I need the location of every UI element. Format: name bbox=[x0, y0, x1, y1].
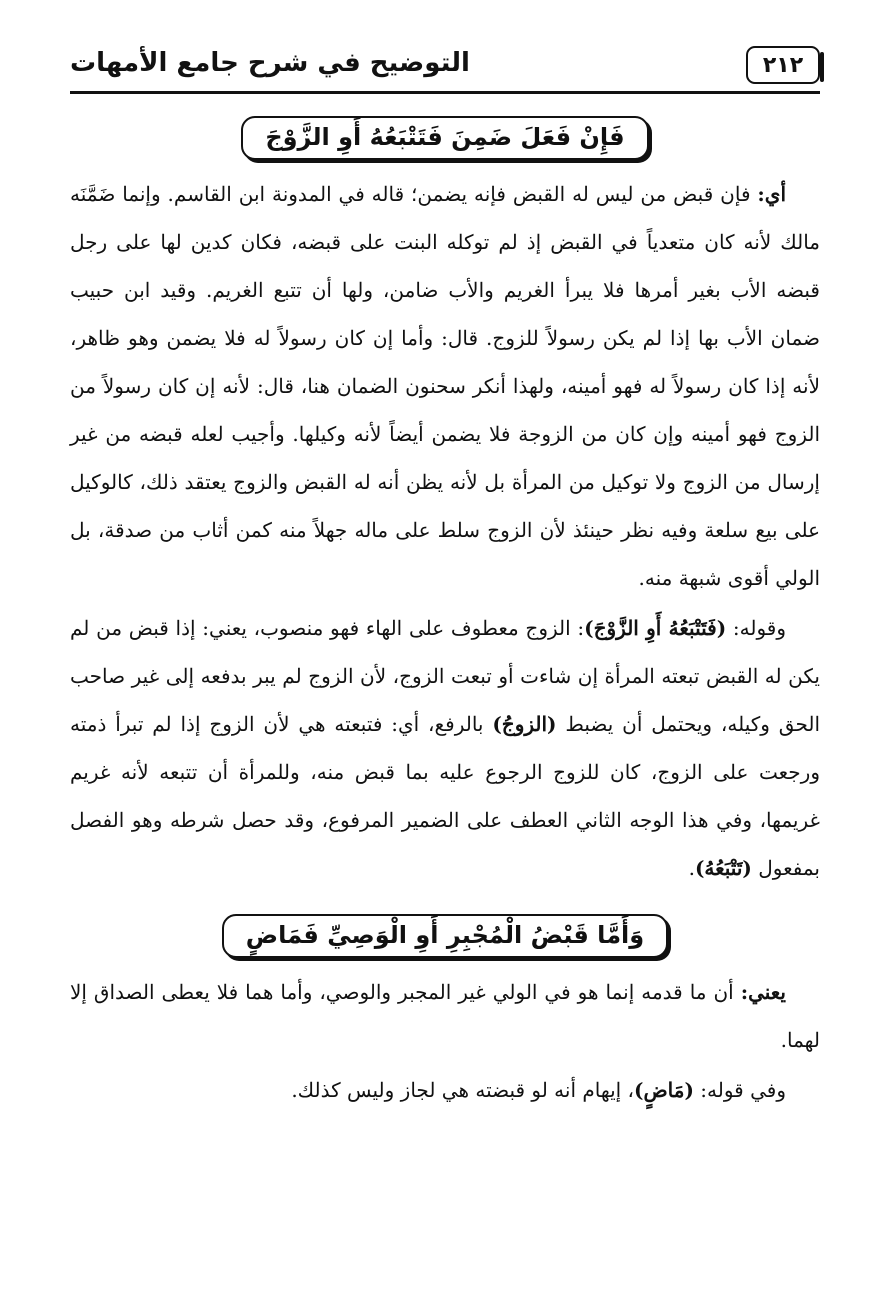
quoted-term: (مَاضٍ) bbox=[634, 1078, 694, 1102]
paragraph-text: فإن قبض من ليس له القبض فإنه يضمن؛ قاله في المدونة ابن القاسم. وإنما ضَمَّنَه مالك لأنه كان متعدياً في القبض إذ لم توكله البنت على قبضه، فكان كدين لها على رجل قبضه الأب بغير أمرها فلا يبرأ الغريم والأب ضامن، ولها أن تتبع الغريم. وقيد ابن حبيب ضمان الأب بها إذا لم يكن رسولاً للزوج. قال: وأما إن كان رسولاً له فلا يضمن وهو ظاهر، لأنه إذا كان رسولاً له فهو أمينه، ولهذا أنكر سحنون الضمان هنا، قال: لأنه إن كان رسولاً من الزوج فهو أمينه وإن كان من الزوجة فلا يضمن أيضاً لأنه وكيلها. وأجيب لعله قبضه من غير إرسال من الزوج ولا توكيل من المرأة بل لأنه يظن أنه له القبض والزوج يعتقد ذلك، كالوكيل على بيع سلعة وفيه نظر حينئذ لأن الزوج سلط على ماله جهلاً منه كمن أثاب من صدقة، بل الولي أقوى شبهة منه. bbox=[70, 182, 821, 590]
section-heading: وَأَمَّا قَبْضُ الْمُجْبِرِ أَوِ الْوَصِيِّ فَمَاضٍ bbox=[222, 914, 668, 958]
paragraph-text: أن ما قدمه إنما هو في الولي غير المجبر والوصي، وأما هما فلا يعطى الصداق إلا لهما. bbox=[70, 980, 820, 1052]
quoted-term: (الزوجُ) bbox=[492, 712, 557, 736]
paragraph-tail: . bbox=[688, 856, 695, 880]
paragraph bbox=[70, 170, 820, 602]
page-number: ٢١٢ bbox=[746, 46, 820, 84]
section-1-body bbox=[70, 170, 820, 892]
running-title: التوضيح في شرح جامع الأمهات bbox=[70, 48, 470, 78]
quoted-term: (تَتْبَعُهُ) bbox=[694, 856, 752, 880]
paragraph-pre: وقوله: bbox=[726, 616, 786, 640]
paragraph bbox=[70, 968, 820, 1064]
paragraph bbox=[70, 604, 820, 892]
section-heading: فَإِنْ فَعَلَ ضَمِنَ فَتَتْبَعُهُ أَوِ الزَّوْجَ bbox=[241, 116, 648, 160]
header-rule bbox=[70, 91, 820, 94]
section-heading-1-wrap bbox=[70, 116, 820, 160]
paragraph-lead: أي: bbox=[757, 182, 787, 206]
paragraph bbox=[70, 1066, 820, 1114]
paragraph-text: بالرفع، أي: فتبعته هي لأن الزوج إذا لم تبرأ ذمته ورجعت على الزوج، كان للزوج الرجوع عليه بما قبض منه، وللمرأة أن تتبعه لأنه غريم غريمها، وفي هذا الوجه الثاني العطف على الضمير المرفوع، وقد حصل شرطه وهو الفصل بمفعول bbox=[70, 712, 820, 880]
section-heading-2-wrap bbox=[70, 914, 820, 958]
section-2-body bbox=[70, 968, 820, 1114]
paragraph-text: : الزوج معطوف على الهاء فهو منصوب، يعني: إذا قبض من لم يكن له القبض تبعته المرأة إن شاءت أو تبعت الزوج، لأن الزوج لم يبر بدفعه إلى غير صاحب الحق وكيله، ويحتمل أن يضبط bbox=[70, 616, 821, 736]
page-header bbox=[70, 38, 820, 94]
paragraph-text: ، إيهام أنه لو قبضته هي لجاز وليس كذلك. bbox=[291, 1078, 635, 1102]
quoted-term: (فَتَتْبَعُهُ أَوِ الزَّوْجَ) bbox=[584, 616, 727, 640]
book-page bbox=[70, 38, 820, 1116]
paragraph-pre: وفي قوله: bbox=[693, 1078, 786, 1102]
paragraph-lead: يعني: bbox=[740, 980, 786, 1004]
